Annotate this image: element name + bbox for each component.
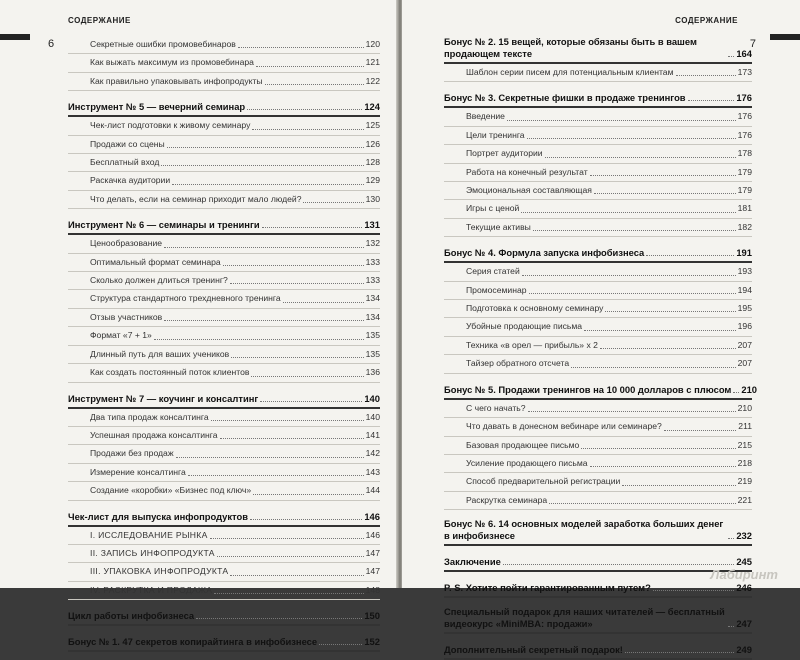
toc-subentry [444,318,752,336]
toc-entry-page: 133 [365,256,380,267]
toc-section-entry [68,634,380,652]
toc-subentry [68,54,380,72]
toc-entry-page: 232 [736,530,752,542]
toc-subentry [68,154,380,172]
toc-entry-page: 147 [365,547,380,558]
toc-leader-dots [250,519,362,520]
toc-leader-dots [265,84,364,85]
toc-entry-page: 134 [365,293,380,304]
toc-section-entry [68,391,380,409]
toc-entry-title: Эмоциональная составляющая [466,185,592,196]
toc-entry-title: Продажи без продаж [90,448,174,459]
toc-entry-page: 150 [364,610,380,622]
left-page [0,0,398,648]
toc-leader-dots [253,494,363,495]
toc-subentry [68,582,380,600]
toc-leader-dots [319,644,362,645]
toc-entry-page: 120 [365,39,380,49]
toc-entry-page: 128 [365,157,380,168]
toc-entry-page: 179 [737,185,752,196]
toc-leader-dots [188,475,364,476]
toc-subentry [68,364,380,382]
toc-entry-title: Цикл работы инфобизнеса [68,610,195,622]
toc-entry-title: Портрет аудитории [466,148,543,159]
toc-subentry [444,263,752,281]
toc-leader-dots [676,75,736,76]
toc-subentry [68,36,380,54]
toc-section-entry [68,99,380,117]
toc-entry-page: 140 [364,392,380,404]
toc-leader-dots [238,47,364,48]
toc-leader-dots [217,556,364,557]
toc-section-entry [444,554,752,572]
toc-leader-dots [247,109,362,110]
toc-leader-dots [590,466,736,467]
toc-entry-title: III. УПАКОВКА ИНФОПРОДУКТА [90,566,229,577]
toc-subentry [68,309,380,327]
toc-subentry [444,145,752,163]
toc-subentry [68,272,380,290]
toc-section-entry [68,608,380,626]
toc-entry-title: Текущие активы [466,221,531,232]
toc-leader-dots [210,538,364,539]
toc-entry-page: 143 [365,466,380,477]
toc-section-entry [444,90,752,108]
toc-leader-dots [283,302,364,303]
toc-entry-page: 173 [737,67,752,77]
toc-subentry [68,191,380,209]
toc-entry-title: Оптимальный формат семинара [90,256,221,267]
toc-leader-dots [728,56,734,57]
toc-entry-title: Заключение [444,556,501,568]
toc-leader-dots [581,448,735,449]
toc-entry-page: 124 [364,101,380,113]
toc-entry-title: Цели тренинга [466,129,525,140]
toc-leader-dots [584,330,736,331]
toc-leader-dots [625,652,734,653]
toc-subentry [444,437,752,455]
toc-entry-title: Бонус № 2. 15 вещей, которые обязаны быть в вашем продающем тексте [444,36,697,59]
toc-entry-title: Техника «в орел — прибыль» х 2 [466,339,598,350]
toc-leader-dots [231,357,363,358]
toc-entry-title: Успешная продажа консалтинга [90,429,218,440]
toc-entry-page: 210 [741,383,758,395]
toc-entry-page: 135 [365,348,380,359]
toc-subentry [444,300,752,318]
toc-entry-page: 218 [737,457,752,468]
toc-subentry [444,418,752,436]
toc-subentry [444,200,752,218]
toc-entry-page: 247 [736,618,752,630]
toc-entry-page: 146 [364,510,380,522]
toc-subentry [444,492,752,510]
toc-entry-page: 215 [737,439,752,450]
toc-leader-dots [549,503,735,504]
toc-leader-dots [262,227,363,228]
toc-leader-dots [527,138,736,139]
toc-leader-dots [172,184,363,185]
toc-subentry [68,235,380,253]
toc-entry-page: 132 [365,238,380,249]
toc-section-entry [68,217,380,235]
toc-leader-dots [167,147,364,148]
toc-subentry [444,337,752,355]
toc-leader-dots [605,311,735,312]
toc-subentry [68,346,380,364]
running-head-right: СОДЕРЖАНИЕ [675,16,738,25]
toc-entry-page: 249 [736,644,752,656]
toc-entry-page: 141 [365,429,380,440]
toc-leader-dots [252,129,363,130]
toc-subentry [68,527,380,545]
toc-entry-title: Бонус № 6. 14 основных моделей заработка больших денег в инфобизнесе [444,518,724,542]
toc-entry-title: Игры с ценой [466,203,520,214]
watermark-logo: Лабиринт [710,567,778,582]
toc-leader-dots [176,457,364,458]
toc-entry-title: Ценообразование [90,238,163,249]
toc-subentry [68,254,380,272]
toc-entry-page: 245 [736,556,752,568]
toc-leader-dots [664,430,737,431]
toc-leader-dots [260,401,362,402]
toc-leader-dots [154,339,364,340]
toc-leader-dots [214,593,363,594]
toc-entry-page: 134 [365,311,380,322]
toc-subentry [68,545,380,563]
toc-entry-page: 219 [737,476,752,487]
toc-section-entry [444,245,752,263]
toc-entry-title: Дополнительный секретный подарок! [444,644,623,656]
toc-entry-page: 211 [738,421,752,432]
toc-leader-dots [230,283,364,284]
toc-entry-title: Способ предварительной регистрации [466,476,621,487]
toc-leader-dots [688,100,735,101]
toc-entry-title: I. ИССЛЕДОВАНИЕ РЫНКА [90,529,208,540]
toc-leader-dots [529,293,736,294]
toc-leader-dots [600,348,736,349]
toc-entry-page: 207 [737,339,752,350]
toc-entry-title: Формат «7 + 1» [90,330,152,341]
toc-entry-title: Бонус № 3. Секретные фишки в продаже тренингов [444,92,686,104]
running-head-left: СОДЕРЖАНИЕ [68,16,131,25]
toc-leader-dots [653,590,735,591]
toc-leader-dots [521,212,735,213]
toc-leader-dots [533,230,736,231]
toc-leader-dots [164,247,364,248]
toc-entry-page: 135 [365,330,380,341]
toc-leader-dots [223,265,364,266]
toc-entry-title: Убойные продающие письма [466,321,583,332]
toc-entry-page: 193 [737,266,752,277]
toc-entry-title: Бонус № 1. 47 секретов копирайтинга в инфобизнесе [68,636,318,648]
toc-entry-page: 126 [365,138,380,149]
toc-subentry [444,182,752,200]
toc-entry-title: Что давать в донесном вебинаре или семинаре? [466,421,662,432]
page-edge-mark [0,34,30,40]
toc-leader-dots [594,193,736,194]
toc-leader-dots [622,485,735,486]
toc-leader-dots [528,411,736,412]
toc-entry-title: Что делать, если на семинар приходит мало людей? [90,193,302,204]
toc-subentry [68,172,380,190]
toc-leader-dots [220,438,364,439]
toc-leader-dots [590,175,736,176]
toc-subentry [444,64,752,82]
toc-entry-title: Введение [466,111,505,122]
toc-entry-title: Базовая продающее письмо [466,439,580,450]
toc-entry-page: 176 [737,111,752,122]
toc-entry-title: Отзыв участников [90,311,163,322]
toc-subentry [68,445,380,463]
toc-entry-page: 181 [737,203,752,214]
toc-section-entry [444,382,758,400]
toc-subentry [444,355,752,373]
toc-entry-page: 210 [737,402,752,413]
toc-entry-page: 246 [736,582,752,594]
toc-entry-page: 176 [737,129,752,140]
toc-subentry [68,427,380,445]
toc-entry-page: 136 [365,367,380,378]
toc-entry-title: Промосеминар [466,284,527,295]
toc-leader-dots [161,165,363,166]
toc-entry-title: Как создать постоянный поток клиентов [90,367,250,378]
toc-entry-page: 195 [737,303,752,314]
toc-entry-title: Чек-лист подготовки к живому семинару [90,120,251,131]
page-edge-mark [770,34,800,40]
toc-subentry [68,290,380,308]
toc-subentry [444,400,752,418]
toc-section-entry [444,36,752,64]
toc-entry-title: Создание «коробки» «Бизнес под ключ» [90,485,252,496]
toc-entry-title: Бонус № 5. Продажи тренингов на 10 000 долларов с плюсом [444,383,732,395]
toc-subentry [68,464,380,482]
toc-entry-title: Инструмент № 6 — семинары и тренинги [68,219,260,231]
toc-leader-dots [571,367,736,368]
toc-leader-dots [196,618,362,619]
toc-leader-dots [251,376,363,377]
toc-subentry [68,117,380,135]
toc-leader-dots [256,66,364,67]
toc-section-entry [444,606,752,634]
toc-entry-title: P. S. Хотите пойти гарантированным путем? [444,582,651,594]
toc-entry-page: 152 [364,636,380,648]
toc-entry-page: 179 [737,166,752,177]
toc-subentry [68,136,380,154]
toc-list-right [444,36,758,660]
toc-entry-title: Продажи со сцены [90,138,165,149]
toc-entry-title: Серия статей [466,266,520,277]
toc-leader-dots [545,157,736,158]
toc-subentry [444,282,752,300]
toc-leader-dots [164,320,363,321]
toc-entry-title: Как правильно упаковывать инфопродукты [90,75,263,86]
toc-leader-dots [728,538,734,539]
toc-section-entry [68,509,380,527]
toc-entry-page: 178 [737,148,752,159]
toc-subentry [444,127,752,145]
toc-entry-title: Усиление продающего письма [466,457,588,468]
toc-entry-title: С чего начать? [466,402,526,413]
toc-subentry [444,164,752,182]
toc-entry-page: 146 [365,529,380,540]
toc-entry-title: Инструмент № 7 — коучинг и консалтинг [68,392,259,404]
toc-entry-page: 191 [736,247,752,259]
toc-entry-title: Работа на конечный результат [466,166,588,177]
toc-entry-title: Сколько должен длиться тренинг? [90,275,228,286]
toc-leader-dots [211,420,364,421]
toc-entry-title: Два типа продаж консалтинга [90,411,209,422]
toc-entry-title: II. ЗАПИСЬ ИНФОПРОДУКТА [90,547,215,558]
toc-entry-page: 176 [736,92,752,104]
toc-leader-dots [733,392,739,393]
toc-entry-page: 142 [365,448,380,459]
toc-entry-title: Структура стандартного трехдневного тренинга [90,293,281,304]
toc-entry-title: Бесплатный вход [90,157,160,168]
toc-entry-page: 129 [365,175,380,186]
toc-entry-page: 130 [365,193,380,204]
toc-entry-title: IV. РАСКРУТКА И ПРОДАЖА [90,584,213,595]
toc-section-entry [444,518,752,546]
page-number-left: 6 [48,38,55,50]
toc-entry-page: 133 [365,275,380,286]
right-page [402,0,800,656]
toc-entry-page: 122 [365,75,380,86]
toc-leader-dots [230,575,363,576]
toc-entry-page: 207 [737,358,752,369]
page-number-right: 7 [749,38,756,50]
toc-leader-dots [503,564,735,565]
toc-leader-dots [522,275,736,276]
toc-subentry [68,409,380,427]
toc-entry-page: 125 [365,120,380,131]
toc-list-left [68,36,380,652]
toc-subentry [444,108,752,126]
toc-entry-title: Чек-лист для выпуска инфопродуктов [68,510,249,522]
toc-entry-title: Бонус № 4. Формула запуска инфобизнеса [444,247,645,259]
toc-entry-page: 164 [736,48,752,59]
toc-section-entry [444,642,752,660]
toc-entry-title: Раскрутка семинара [466,494,548,505]
toc-entry-title: Шаблон серии писем для потенциальным клиентам [466,67,674,77]
toc-subentry [444,219,752,237]
toc-entry-page: 140 [365,411,380,422]
toc-leader-dots [303,202,363,203]
toc-entry-page: 121 [365,57,380,68]
toc-entry-page: 194 [737,284,752,295]
toc-entry-page: 147 [365,566,380,577]
toc-entry-page: 196 [737,321,752,332]
toc-entry-page: 144 [365,485,380,496]
toc-entry-page: 182 [737,221,752,232]
toc-entry-page: 221 [737,494,752,505]
toc-entry-title: Измерение консалтинга [90,466,186,477]
toc-entry-title: Инструмент № 5 — вечерний семинар [68,101,246,113]
toc-subentry [68,482,380,500]
toc-leader-dots [728,626,734,627]
toc-entry-page: 148 [365,584,380,595]
toc-subentry [68,73,380,91]
toc-entry-title: Подготовка к основному семинару [466,303,604,314]
toc-entry-title: Секретные ошибки промовебинаров [90,39,236,49]
toc-subentry [68,327,380,345]
toc-entry-title: Раскачка аудитории [90,175,171,186]
toc-subentry [68,563,380,581]
toc-subentry [444,455,752,473]
toc-entry-title: Специальный подарок для наших читателей — бесплатный видеокурс «MiniMBA: продажи» [444,606,725,630]
toc-entry-title: Как выжать максимум из промовебинара [90,57,254,68]
toc-leader-dots [646,255,734,256]
toc-entry-title: Тайзер обратного отсчета [466,358,570,369]
toc-leader-dots [507,120,736,121]
toc-entry-title: Длинный путь для ваших учеников [90,348,230,359]
toc-subentry [444,473,752,491]
toc-entry-page: 131 [364,219,380,231]
toc-section-entry [444,580,752,598]
